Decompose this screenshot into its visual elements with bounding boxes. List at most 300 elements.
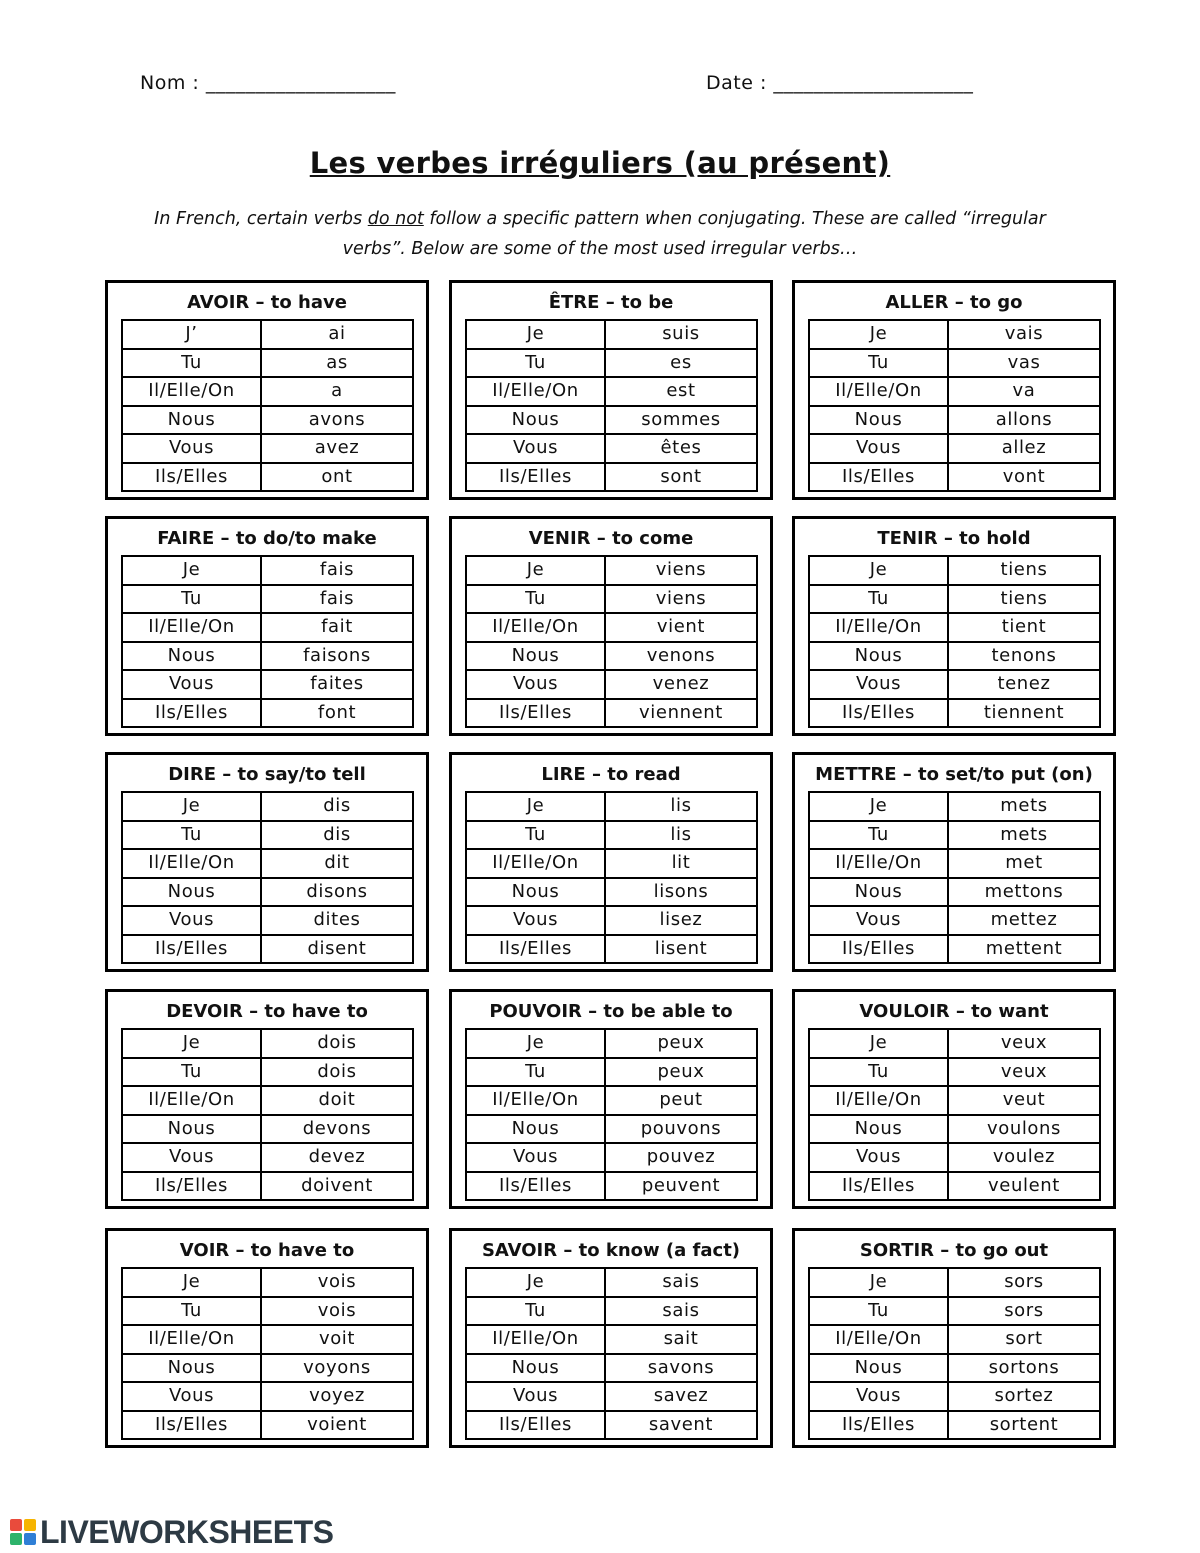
verb-card [105, 280, 429, 500]
verb-form-cell: peux [605, 1058, 757, 1087]
verb-form-cell: met [948, 849, 1100, 878]
conjugation-row [466, 349, 757, 378]
verb-form-cell: vois [261, 1268, 413, 1297]
verb-form-cell: doivent [261, 1172, 413, 1201]
verb-form-cell: sais [605, 1297, 757, 1326]
conjugation-row [122, 935, 413, 964]
verb-form-cell: savent [605, 1411, 757, 1440]
pronoun-cell: Vous [122, 906, 261, 935]
verb-title: SORTIR – to go out [859, 1240, 1049, 1261]
pronoun-cell: Je [122, 792, 261, 821]
pronoun-cell: Nous [122, 642, 261, 671]
verb-form-cell: voulons [948, 1115, 1100, 1144]
pronoun-cell: Il/Elle/On [809, 1086, 948, 1115]
verb-form-cell: lisez [605, 906, 757, 935]
conjugation-table [121, 319, 414, 492]
verb-form-cell: vont [948, 463, 1100, 492]
conjugation-row [122, 434, 413, 463]
conjugation-row [466, 1058, 757, 1087]
conjugation-row [466, 849, 757, 878]
verb-form-cell: lit [605, 849, 757, 878]
verb-form-cell: tient [948, 613, 1100, 642]
conjugation-row [122, 556, 413, 585]
verb-form-cell: lisent [605, 935, 757, 964]
conjugation-row [809, 1411, 1100, 1440]
conjugation-row [809, 1086, 1100, 1115]
verb-form-cell: sors [948, 1297, 1100, 1326]
pronoun-cell: Nous [809, 1354, 948, 1383]
conjugation-table [465, 555, 758, 728]
verb-form-cell: fait [261, 613, 413, 642]
pronoun-cell: Tu [809, 349, 948, 378]
verb-card [449, 1228, 773, 1448]
pronoun-cell: Il/Elle/On [122, 1325, 261, 1354]
conjugation-row [809, 642, 1100, 671]
conjugation-row [466, 1172, 757, 1201]
conjugation-row [466, 585, 757, 614]
verb-form-cell: pouvons [605, 1115, 757, 1144]
conjugation-row [466, 556, 757, 585]
conjugation-row [809, 1354, 1100, 1383]
verb-form-cell: ont [261, 463, 413, 492]
pronoun-cell: Tu [122, 585, 261, 614]
pronoun-cell: Ils/Elles [466, 935, 605, 964]
verb-form-cell: venons [605, 642, 757, 671]
conjugation-row [122, 585, 413, 614]
pronoun-cell: Nous [122, 406, 261, 435]
verb-form-cell: es [605, 349, 757, 378]
verb-form-cell: savons [605, 1354, 757, 1383]
conjugation-row [122, 821, 413, 850]
verb-form-cell: veulent [948, 1172, 1100, 1201]
verb-form-cell: fais [261, 556, 413, 585]
conjugation-table [465, 1028, 758, 1201]
intro-part-1: In French, certain verbs [154, 209, 368, 229]
verb-form-cell: mets [948, 821, 1100, 850]
pronoun-cell: Tu [466, 1297, 605, 1326]
conjugation-row [122, 349, 413, 378]
verb-title: DIRE – to say/to tell [168, 764, 366, 785]
verb-card [792, 1228, 1116, 1448]
pronoun-cell: Ils/Elles [809, 935, 948, 964]
pronoun-cell: Nous [466, 878, 605, 907]
verb-form-cell: tenons [948, 642, 1100, 671]
pronoun-cell: Il/Elle/On [122, 849, 261, 878]
pronoun-cell: Nous [466, 1115, 605, 1144]
pronoun-cell: Tu [466, 585, 605, 614]
pronoun-cell: Ils/Elles [122, 935, 261, 964]
conjugation-row [809, 935, 1100, 964]
verb-form-cell: tiens [948, 585, 1100, 614]
conjugation-row [122, 1297, 413, 1326]
intro-text [150, 204, 1050, 264]
verb-card [105, 516, 429, 736]
pronoun-cell: Je [466, 1029, 605, 1058]
pronoun-cell: Tu [122, 1297, 261, 1326]
pronoun-cell: Tu [809, 1058, 948, 1087]
pronoun-cell: Vous [466, 906, 605, 935]
pronoun-cell: Je [809, 1029, 948, 1058]
liveworksheets-logo [10, 1514, 333, 1550]
pronoun-cell: J’ [122, 320, 261, 349]
conjugation-row [466, 699, 757, 728]
conjugation-row [809, 670, 1100, 699]
verb-form-cell: sortez [948, 1382, 1100, 1411]
verb-form-cell: est [605, 377, 757, 406]
pronoun-cell: Nous [809, 878, 948, 907]
pronoun-cell: Ils/Elles [122, 1411, 261, 1440]
pronoun-cell: Nous [809, 406, 948, 435]
pronoun-cell: Il/Elle/On [466, 849, 605, 878]
verb-title: FAIRE – to do/to make [157, 528, 377, 549]
verb-form-cell: devez [261, 1143, 413, 1172]
conjugation-row [122, 1172, 413, 1201]
pronoun-cell: Vous [466, 434, 605, 463]
conjugation-row [122, 613, 413, 642]
verb-form-cell: venez [605, 670, 757, 699]
logo-square [24, 1519, 36, 1531]
conjugation-row [466, 406, 757, 435]
conjugation-row [809, 463, 1100, 492]
pronoun-cell: Je [122, 1268, 261, 1297]
conjugation-row [809, 792, 1100, 821]
conjugation-row [809, 699, 1100, 728]
logo-mark-icon [10, 1519, 36, 1545]
conjugation-row [466, 935, 757, 964]
pronoun-cell: Nous [809, 642, 948, 671]
verb-form-cell: lisons [605, 878, 757, 907]
pronoun-cell: Vous [809, 1382, 948, 1411]
pronoun-cell: Il/Elle/On [809, 377, 948, 406]
pronoun-cell: Ils/Elles [809, 1172, 948, 1201]
verb-form-cell: mettons [948, 878, 1100, 907]
pronoun-cell: Tu [809, 585, 948, 614]
conjugation-row [466, 1354, 757, 1383]
pronoun-cell: Vous [122, 434, 261, 463]
verb-card [105, 989, 429, 1209]
pronoun-cell: Je [466, 556, 605, 585]
conjugation-table [465, 1267, 758, 1440]
pronoun-cell: Nous [466, 1354, 605, 1383]
pronoun-cell: Ils/Elles [466, 463, 605, 492]
verb-form-cell: va [948, 377, 1100, 406]
intro-part-2: follow a specific pattern when conjugating. These are called “irregular verbs”. Below are some of the most used irregular verbs… [342, 209, 1046, 259]
conjugation-row [466, 1325, 757, 1354]
logo-text: LIVEWORKSHEETS [40, 1513, 334, 1550]
verb-form-cell: tiens [948, 556, 1100, 585]
conjugation-row [466, 434, 757, 463]
verb-form-cell: avez [261, 434, 413, 463]
pronoun-cell: Vous [809, 434, 948, 463]
conjugation-row [809, 556, 1100, 585]
verb-form-cell: veut [948, 1086, 1100, 1115]
pronoun-cell: Tu [466, 349, 605, 378]
conjugation-row [122, 878, 413, 907]
pronoun-cell: Vous [466, 1382, 605, 1411]
verb-form-cell: devons [261, 1115, 413, 1144]
verb-form-cell: viens [605, 556, 757, 585]
pronoun-cell: Il/Elle/On [122, 613, 261, 642]
verb-form-cell: faites [261, 670, 413, 699]
page-title: Les verbes irréguliers (au présent) [309, 146, 891, 180]
verb-form-cell: dis [261, 821, 413, 850]
conjugation-table [121, 1028, 414, 1201]
date-field: Date : ____________________ [706, 72, 974, 94]
conjugation-row [809, 1297, 1100, 1326]
verb-form-cell: tenez [948, 670, 1100, 699]
verb-card [105, 752, 429, 972]
conjugation-row [809, 821, 1100, 850]
conjugation-row [466, 670, 757, 699]
verb-form-cell: fais [261, 585, 413, 614]
conjugation-table [465, 791, 758, 964]
verb-form-cell: veux [948, 1058, 1100, 1087]
pronoun-cell: Tu [809, 821, 948, 850]
logo-square [10, 1533, 22, 1545]
verb-form-cell: disons [261, 878, 413, 907]
verb-form-cell: sommes [605, 406, 757, 435]
conjugation-row [122, 792, 413, 821]
verb-title: ÊTRE – to be [548, 292, 674, 313]
conjugation-table [808, 555, 1101, 728]
conjugation-row [466, 792, 757, 821]
conjugation-table [465, 319, 758, 492]
pronoun-cell: Tu [122, 821, 261, 850]
pronoun-cell: Tu [809, 1297, 948, 1326]
conjugation-row [809, 349, 1100, 378]
verb-form-cell: voit [261, 1325, 413, 1354]
verb-form-cell: disent [261, 935, 413, 964]
verb-form-cell: sont [605, 463, 757, 492]
conjugation-row [122, 1325, 413, 1354]
pronoun-cell: Tu [466, 1058, 605, 1087]
verb-form-cell: dites [261, 906, 413, 935]
conjugation-row [122, 906, 413, 935]
verb-title: DEVOIR – to have to [166, 1001, 368, 1022]
verb-form-cell: voulez [948, 1143, 1100, 1172]
conjugation-row [466, 906, 757, 935]
verb-form-cell: veux [948, 1029, 1100, 1058]
pronoun-cell: Je [122, 556, 261, 585]
conjugation-row [122, 406, 413, 435]
conjugation-table [808, 791, 1101, 964]
conjugation-row [466, 821, 757, 850]
conjugation-row [809, 1058, 1100, 1087]
verb-title: ALLER – to go [885, 292, 1023, 313]
verb-form-cell: allons [948, 406, 1100, 435]
conjugation-row [122, 670, 413, 699]
conjugation-row [122, 642, 413, 671]
verb-title: LIRE – to read [541, 764, 681, 785]
pronoun-cell: Tu [122, 349, 261, 378]
conjugation-row [122, 1143, 413, 1172]
pronoun-cell: Nous [466, 406, 605, 435]
conjugation-row [122, 320, 413, 349]
pronoun-cell: Vous [466, 670, 605, 699]
conjugation-row [466, 1382, 757, 1411]
pronoun-cell: Vous [809, 1143, 948, 1172]
conjugation-table [121, 1267, 414, 1440]
verb-form-cell: viennent [605, 699, 757, 728]
pronoun-cell: Ils/Elles [466, 699, 605, 728]
verb-form-cell: lis [605, 792, 757, 821]
verb-form-cell: a [261, 377, 413, 406]
pronoun-cell: Je [809, 556, 948, 585]
verb-form-cell: as [261, 349, 413, 378]
pronoun-cell: Il/Elle/On [122, 377, 261, 406]
verb-form-cell: peuvent [605, 1172, 757, 1201]
conjugation-row [809, 377, 1100, 406]
verb-form-cell: dois [261, 1029, 413, 1058]
conjugation-row [809, 1172, 1100, 1201]
conjugation-row [122, 1411, 413, 1440]
conjugation-row [122, 1086, 413, 1115]
verb-title: VENIR – to come [528, 528, 694, 549]
verb-form-cell: faisons [261, 642, 413, 671]
logo-square [10, 1519, 22, 1531]
conjugation-row [809, 1268, 1100, 1297]
conjugation-row [122, 377, 413, 406]
conjugation-row [466, 642, 757, 671]
verb-form-cell: voyons [261, 1354, 413, 1383]
verb-form-cell: voyez [261, 1382, 413, 1411]
pronoun-cell: Nous [809, 1115, 948, 1144]
conjugation-row [466, 320, 757, 349]
conjugation-table [808, 1028, 1101, 1201]
verb-form-cell: pouvez [605, 1143, 757, 1172]
verb-form-cell: mettent [948, 935, 1100, 964]
pronoun-cell: Je [466, 1268, 605, 1297]
verb-form-cell: avons [261, 406, 413, 435]
pronoun-cell: Il/Elle/On [466, 377, 605, 406]
pronoun-cell: Vous [122, 1143, 261, 1172]
pronoun-cell: Nous [122, 1354, 261, 1383]
conjugation-row [466, 1143, 757, 1172]
pronoun-cell: Je [466, 792, 605, 821]
pronoun-cell: Il/Elle/On [809, 613, 948, 642]
conjugation-row [122, 699, 413, 728]
pronoun-cell: Il/Elle/On [809, 1325, 948, 1354]
conjugation-row [122, 1058, 413, 1087]
conjugation-row [466, 1268, 757, 1297]
verb-form-cell: allez [948, 434, 1100, 463]
pronoun-cell: Ils/Elles [466, 1411, 605, 1440]
verb-form-cell: sais [605, 1268, 757, 1297]
pronoun-cell: Vous [122, 1382, 261, 1411]
conjugation-row [809, 1325, 1100, 1354]
conjugation-row [809, 906, 1100, 935]
pronoun-cell: Tu [466, 821, 605, 850]
conjugation-row [466, 463, 757, 492]
pronoun-cell: Je [809, 792, 948, 821]
verb-form-cell: viens [605, 585, 757, 614]
verb-form-cell: sortons [948, 1354, 1100, 1383]
verb-form-cell: dit [261, 849, 413, 878]
verb-form-cell: voient [261, 1411, 413, 1440]
pronoun-cell: Ils/Elles [809, 463, 948, 492]
verb-form-cell: vient [605, 613, 757, 642]
verb-form-cell: vois [261, 1297, 413, 1326]
conjugation-row [809, 1382, 1100, 1411]
verb-title: VOULOIR – to want [859, 1001, 1049, 1022]
verb-form-cell: sors [948, 1268, 1100, 1297]
verb-title: TENIR – to hold [877, 528, 1031, 549]
pronoun-cell: Tu [122, 1058, 261, 1087]
pronoun-cell: Je [122, 1029, 261, 1058]
conjugation-table [808, 1267, 1101, 1440]
verb-form-cell: sait [605, 1325, 757, 1354]
verb-form-cell: vas [948, 349, 1100, 378]
verb-form-cell: font [261, 699, 413, 728]
verb-title: METTRE – to set/to put (on) [815, 764, 1093, 785]
conjugation-row [466, 377, 757, 406]
verb-form-cell: peut [605, 1086, 757, 1115]
verb-form-cell: vais [948, 320, 1100, 349]
conjugation-row [122, 1268, 413, 1297]
conjugation-row [809, 320, 1100, 349]
verb-card [449, 516, 773, 736]
conjugation-row [809, 849, 1100, 878]
pronoun-cell: Ils/Elles [466, 1172, 605, 1201]
nom-field: Nom : ___________________ [140, 72, 396, 94]
verb-title: SAVOIR – to know (a fact) [481, 1240, 741, 1261]
pronoun-cell: Nous [122, 1115, 261, 1144]
conjugation-table [808, 319, 1101, 492]
verb-card [792, 752, 1116, 972]
pronoun-cell: Vous [809, 906, 948, 935]
verb-form-cell: sortent [948, 1411, 1100, 1440]
conjugation-row [466, 1115, 757, 1144]
conjugation-row [809, 585, 1100, 614]
conjugation-row [122, 463, 413, 492]
verb-title: POUVOIR – to be able to [489, 1001, 733, 1022]
verb-form-cell: ai [261, 320, 413, 349]
pronoun-cell: Il/Elle/On [466, 1086, 605, 1115]
conjugation-row [466, 1086, 757, 1115]
pronoun-cell: Ils/Elles [122, 463, 261, 492]
verb-form-cell: savez [605, 1382, 757, 1411]
conjugation-row [809, 613, 1100, 642]
conjugation-row [466, 613, 757, 642]
conjugation-row [809, 434, 1100, 463]
pronoun-cell: Ils/Elles [809, 699, 948, 728]
pronoun-cell: Je [466, 320, 605, 349]
verb-card [792, 516, 1116, 736]
conjugation-row [122, 1382, 413, 1411]
verb-form-cell: lis [605, 821, 757, 850]
conjugation-row [809, 1115, 1100, 1144]
verb-form-cell: dois [261, 1058, 413, 1087]
conjugation-row [466, 1411, 757, 1440]
pronoun-cell: Nous [122, 878, 261, 907]
conjugation-row [809, 406, 1100, 435]
conjugation-row [809, 1143, 1100, 1172]
pronoun-cell: Ils/Elles [809, 1411, 948, 1440]
conjugation-table [121, 791, 414, 964]
pronoun-cell: Je [809, 1268, 948, 1297]
verb-form-cell: suis [605, 320, 757, 349]
verb-form-cell: tiennent [948, 699, 1100, 728]
verb-card [449, 989, 773, 1209]
pronoun-cell: Il/Elle/On [466, 1325, 605, 1354]
verb-card [105, 1228, 429, 1448]
verb-form-cell: sort [948, 1325, 1100, 1354]
verb-form-cell: doit [261, 1086, 413, 1115]
verb-card [792, 280, 1116, 500]
conjugation-row [466, 878, 757, 907]
verb-form-cell: peux [605, 1029, 757, 1058]
conjugation-table [121, 555, 414, 728]
